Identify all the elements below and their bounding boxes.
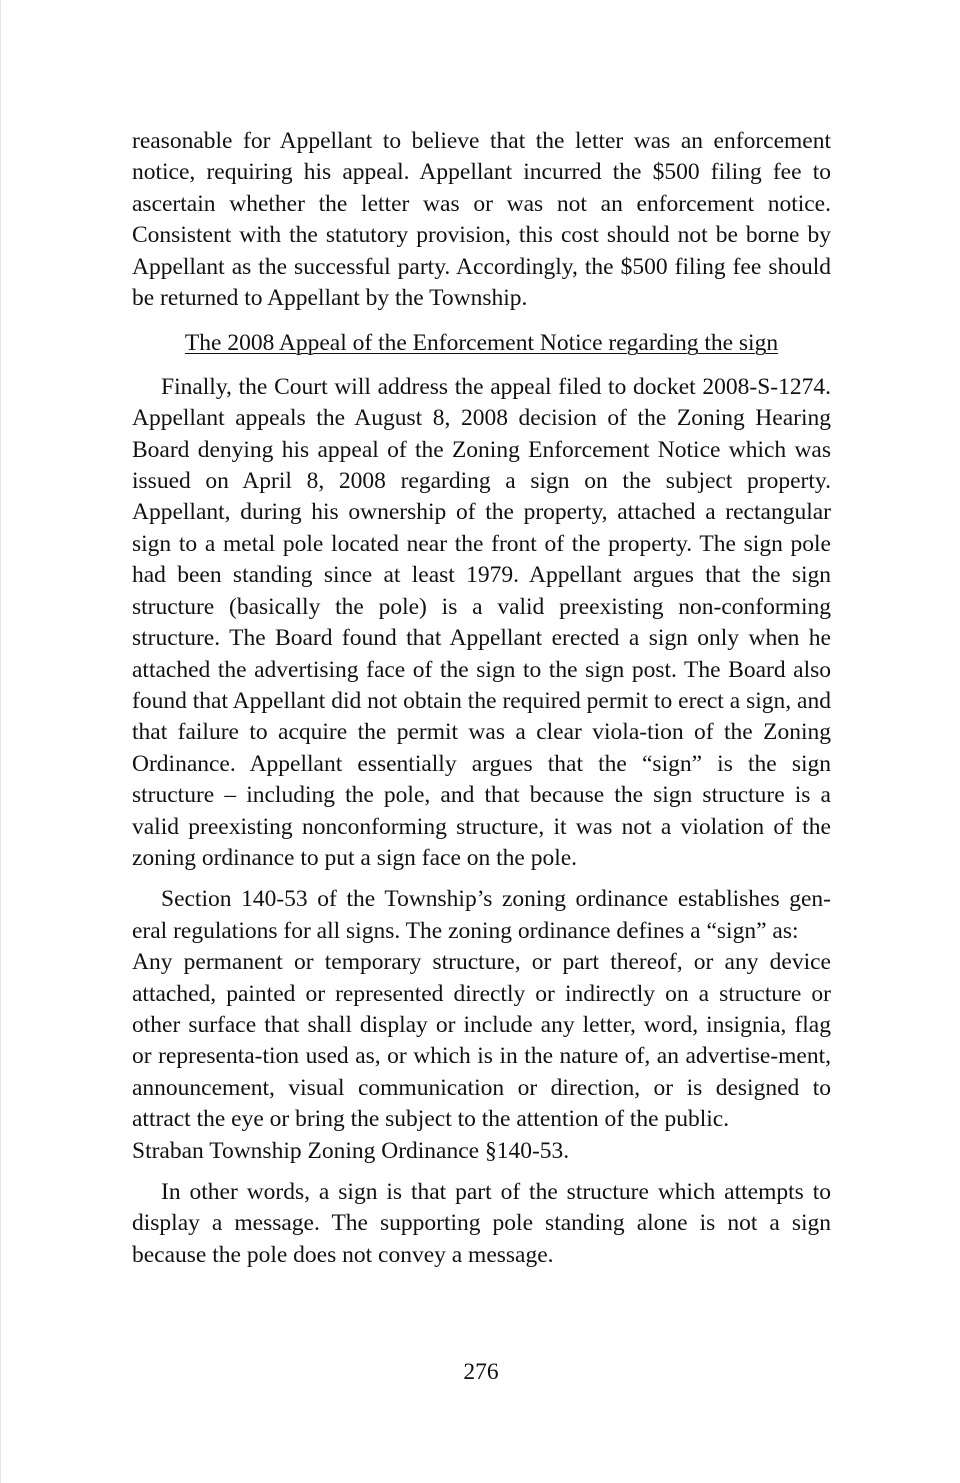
opening-paragraph: reasonable for Appellant to believe that the letter was an enforcement notice, requiring his appeal. Appellant incurred the $500 filing fee to ascertain whether the letter was or was not an enforcement notice. Consistent with the statutory provision, this cost should not be borne by Appellant as the successful party. Accordingly, the $500 filing fee should be returned to Appellant by the Township. <box>132 128 831 312</box>
page-number: 276 <box>463 1359 499 1385</box>
section-heading: The 2008 Appeal of the Enforcement Notice regarding the sign <box>184 330 779 357</box>
sign-definition-quote: Any permanent or temporary structure, or part thereof, or any device attached, painted or represented directly or indirectly on a structure or other surface that shall display or include any letter, word, insignia, flag or representa-tion used as, or which is in the nature of, an advertise-ment, announcement, visual communication or direction, or is designed to attract the eye or bring the subject to the attention of the public. <box>132 949 831 1133</box>
ordinance-citation: Straban Township Zoning Ordinance §140-53. <box>132 1137 570 1164</box>
conclusion-paragraph: In other words, a sign is that part of the structure which attempts to display a message. The supporting pole standing alone is not a sign because the pole does not convey a message. <box>132 1179 831 1268</box>
appeal-paragraph: Finally, the Court will address the appeal filed to docket 2008-S-1274. Appellant appeals the August 8, 2008 decision of the Zoning Hearing Board denying his appeal of the Zoning Enforcement Notice which was issued on April 8, 2008 regarding a sign on the subject property. Appellant, during his ownership of the property, attached a rectangular sign to a metal pole located near the front of the property. The sign pole had been standing since at least 1979. Appellant argues that the sign structure (basically the pole) is a valid preexisting non-conforming structure. The Board found that Appellant erected a sign only when he attached the advertising face of the sign to the sign post. The Board also found that Appellant did not obtain the required permit to erect a sign, and that failure to acquire the permit was a clear viola-tion of the Zoning Ordinance. Appellant essentially argues that the “sign” is the sign structure – including the pole, and that because the sign structure is a valid preexisting nonconforming structure, it was not a violation of the zoning ordinance to put a sign face on the pole. <box>132 373 831 871</box>
page-body <box>132 126 831 1271</box>
ordinance-section-paragraph: Section 140-53 of the Township’s zoning ordinance establishes gen-eral regulations for all signs. The zoning ordinance defines a “sign” as: <box>132 886 831 944</box>
